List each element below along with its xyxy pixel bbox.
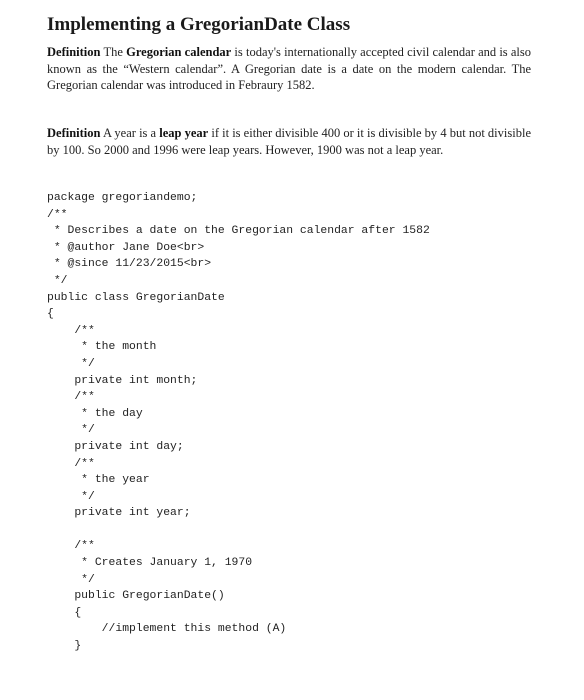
definition-text-after: if it is either divisible 400 or it is divisible by 4 but not divisible by 100. So 2000 and 1996 were leap years. However, 1900 was not a leap year. <box>47 126 531 157</box>
definition-gregorian-calendar <box>47 44 531 94</box>
definition-text-after: is today's internationally accepted civil calendar and is also known as the “Western calendar”. A Gregorian date is a date on the modern calendar. The Gregorian calendar was introduced in Febraury 1582. <box>47 45 532 92</box>
definition-leap-year <box>47 125 531 158</box>
definition-term: leap year <box>159 126 209 140</box>
definition-label: Definition <box>47 126 101 140</box>
definition-text-before: The <box>103 45 127 59</box>
definition-term: Gregorian calendar <box>126 45 232 59</box>
definition-text-before: A year is a <box>102 126 160 140</box>
java-code-listing: package gregoriandemo; /** * Describes a date on the Gregorian calendar after 1582 * @author Jane Doe<br> * @since 11/23/2015<br> */ public class GregorianDate { /** * the month */ private int month; /** * the day */ private int day; /** * the year */ private int year; /** * Creates January 1, 1970 */ public GregorianDate() { //implement this method (A) } <box>47 192 430 653</box>
page-title: Implementing a GregorianDate Class <box>47 14 351 35</box>
definition-label: Definition <box>47 45 101 59</box>
